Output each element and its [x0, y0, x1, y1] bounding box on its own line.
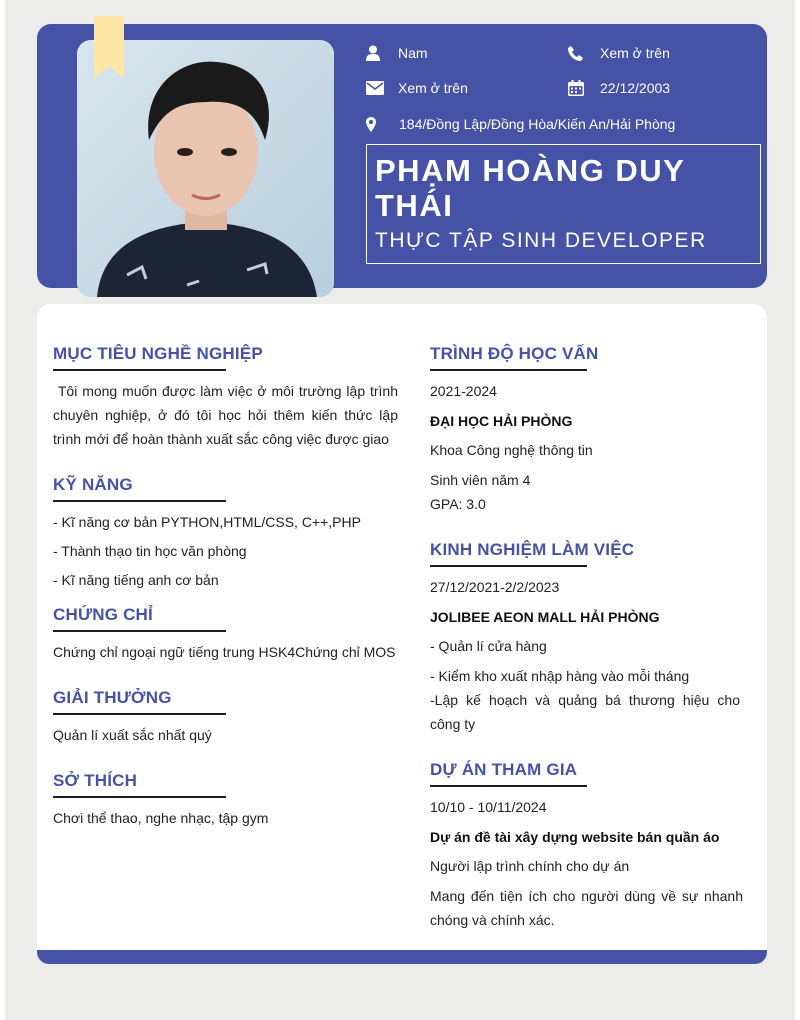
profile-photo [77, 40, 334, 297]
birthday-row [568, 77, 670, 99]
certificates-divider [53, 630, 226, 632]
skill-item: - Thành thạo tin học văn phòng [53, 543, 247, 559]
experience-company: JOLIBEE AEON MALL HẢI PHÒNG [430, 609, 660, 625]
awards-title: GIẢI THƯỞNG [53, 688, 172, 707]
experience-duty: - Kiểm kho xuất nhập hàng vào mỗi tháng [430, 668, 690, 684]
certificates-title: CHỨNG CHỈ [53, 605, 153, 624]
hobbies-text: Chơi thể thao, nghe nhạc, tập gym [53, 810, 269, 826]
birthday-value: 22/12/2003 [600, 80, 671, 96]
email-value: Xem ở trên [398, 80, 468, 96]
experience-title: KINH NGHIỆM LÀM VIỆC [430, 540, 635, 559]
experience-divider [430, 565, 587, 567]
envelope-icon [366, 81, 398, 95]
project-name: Dự án đề tài xây dựng website bán quần áo [430, 829, 720, 845]
objective-text-content: Tôi mong muốn được làm việc ở môi trường lập trình chuyên nghiệp, ở đó tôi học hỏi thêm kiến thức lập trình mới để hoàn thành xuất sắc công việc được giao [53, 383, 398, 447]
education-title: TRÌNH ĐỘ HỌC VẤN [430, 344, 599, 363]
project-description: Mang đến tiện ích cho người dùng về sự nhanh chóng và chính xác. [430, 888, 743, 928]
education-gpa: GPA: 3.0 [430, 496, 486, 512]
education-faculty: Khoa Công nghệ thông tin [430, 442, 593, 458]
hobbies-divider [53, 796, 226, 798]
experience-period: 27/12/2021-2/2/2023 [430, 579, 560, 595]
skills-divider [53, 500, 226, 502]
education-period: 2021-2024 [430, 383, 497, 399]
education-school: ĐẠI HỌC HẢI PHÒNG [430, 413, 573, 429]
skill-item: - Kĩ năng tiếng anh cơ bản [53, 572, 219, 588]
objective-title: MỤC TIÊU NGHỀ NGHIỆP [53, 344, 263, 363]
email-row [366, 77, 468, 99]
awards-text: Quản lí xuất sắc nhất quý [53, 727, 212, 743]
project-period: 10/10 - 10/11/2024 [430, 799, 547, 815]
skill-item: - Kĩ năng cơ bản PYTHON,HTML/CSS, C++,PHP [53, 514, 361, 530]
phone-icon [568, 46, 600, 61]
hobbies-title: SỞ THÍCH [53, 771, 138, 790]
education-divider [430, 369, 587, 371]
name-box [366, 144, 761, 264]
skills-title: KỸ NĂNG [53, 475, 133, 494]
objective-text [53, 379, 398, 451]
full-name: PHẠM HOÀNG DUY THÁI [375, 153, 685, 223]
bookmark-ribbon [94, 16, 124, 78]
gender-row [366, 42, 428, 64]
calendar-icon [568, 80, 600, 96]
address-value: 184/Đồng Lập/Đồng Hòa/Kiến An/Hải Phòng [399, 116, 676, 132]
education-year: Sinh viên năm 4 [430, 472, 531, 488]
phone-row [568, 42, 670, 64]
experience-duty: - Quản lí cửa hàng [430, 638, 547, 654]
project-role: Người lập trình chính cho dự án [430, 858, 630, 874]
map-marker-icon [366, 117, 398, 132]
user-icon [366, 45, 398, 61]
job-title: THỰC TẬP SINH DEVELOPER [375, 229, 707, 252]
projects-divider [430, 785, 587, 787]
phone-value: Xem ở trên [600, 45, 670, 61]
objective-divider [53, 369, 226, 371]
certificates-text: Chứng chỉ ngoại ngữ tiếng trung HSK4Chứng chỉ MOS [53, 644, 396, 660]
projects-title: DỰ ÁN THAM GIA [430, 760, 578, 779]
gender-value: Nam [398, 45, 428, 61]
experience-duty: -Lập kế hoạch và quảng bá thương hiệu cho công ty [430, 692, 740, 732]
awards-divider [53, 713, 226, 715]
cv-footer-bar [37, 950, 767, 964]
address-row [366, 113, 675, 135]
